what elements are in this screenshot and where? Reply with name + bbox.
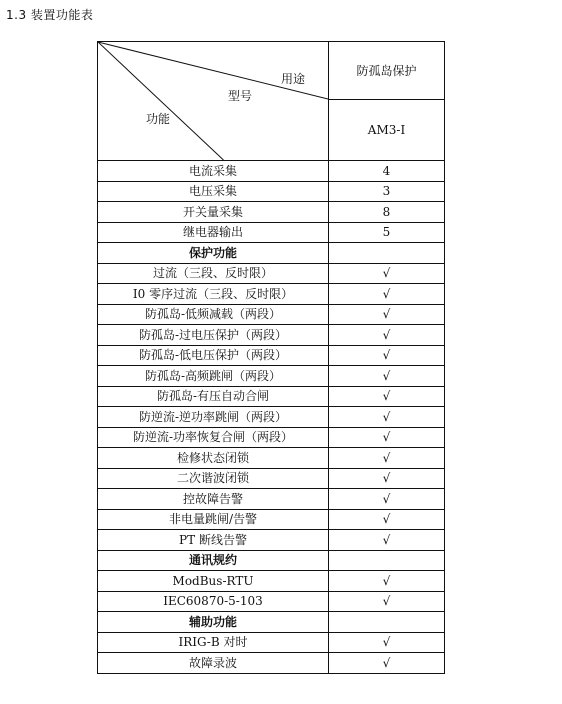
function-label-cell: 故障录波 [98, 653, 329, 674]
function-label-cell: PT 断线告警 [98, 530, 329, 551]
section-title-cell: 辅助功能 [98, 612, 329, 633]
support-value-cell: √ [329, 591, 445, 612]
table-row [98, 263, 445, 284]
table-row [98, 489, 445, 510]
function-label-cell: 防逆流-功率恢复合闸（两段） [98, 427, 329, 448]
table-row [98, 366, 445, 387]
table-row [98, 284, 445, 305]
function-label-cell: 过流（三段、反时限） [98, 263, 329, 284]
function-label-cell: I0 零序过流（三段、反时限） [98, 284, 329, 305]
support-value-cell: √ [329, 284, 445, 305]
function-label-cell: 防孤岛-有压自动合闸 [98, 386, 329, 407]
function-label-cell: 检修状态闭锁 [98, 448, 329, 469]
table-row [98, 386, 445, 407]
function-label-cell: IEC60870-5-103 [98, 591, 329, 612]
table-row [98, 181, 445, 202]
support-value-cell: 4 [329, 161, 445, 182]
table-row [98, 407, 445, 428]
support-value-cell [329, 550, 445, 571]
support-value-cell: 3 [329, 181, 445, 202]
support-value-cell [329, 243, 445, 264]
function-label-cell: 开关量采集 [98, 202, 329, 223]
table-row [98, 571, 445, 592]
function-label-cell: 防逆流-逆功率跳闸（两段） [98, 407, 329, 428]
support-value-cell: √ [329, 509, 445, 530]
section-title-cell: 保护功能 [98, 243, 329, 264]
function-label-cell: 电流采集 [98, 161, 329, 182]
table-row [98, 202, 445, 223]
support-value-cell: √ [329, 386, 445, 407]
support-value-cell: 8 [329, 202, 445, 223]
support-value-cell: √ [329, 427, 445, 448]
support-value-cell: √ [329, 468, 445, 489]
function-label-cell: ModBus-RTU [98, 571, 329, 592]
table-row [98, 530, 445, 551]
support-value-cell: √ [329, 653, 445, 674]
table-row [98, 427, 445, 448]
corner-label-function: 功能 [146, 112, 171, 126]
section-row [98, 612, 445, 633]
section-heading: 1.3 装置功能表 [6, 8, 94, 22]
function-label-cell: 非电量跳闸/告警 [98, 509, 329, 530]
table-row [98, 222, 445, 243]
function-table [97, 41, 445, 674]
table-row [98, 325, 445, 346]
function-label-cell: 二次谐波闭锁 [98, 468, 329, 489]
support-value-cell: √ [329, 571, 445, 592]
diagonal-header-cell [98, 42, 329, 161]
support-value-cell: √ [329, 304, 445, 325]
support-value-cell: √ [329, 448, 445, 469]
function-label-cell: 防孤岛-低电压保护（两段） [98, 345, 329, 366]
support-value-cell: √ [329, 530, 445, 551]
section-row [98, 550, 445, 571]
support-value-cell: √ [329, 407, 445, 428]
table-row [98, 591, 445, 612]
function-label-cell: IRIG-B 对时 [98, 632, 329, 653]
header-row [98, 42, 445, 100]
diagonal-lines [98, 42, 328, 160]
function-label-cell: 电压采集 [98, 181, 329, 202]
support-value-cell: √ [329, 345, 445, 366]
function-label-cell: 防孤岛-过电压保护（两段） [98, 325, 329, 346]
support-value-cell: √ [329, 263, 445, 284]
table-row [98, 345, 445, 366]
function-label-cell: 防孤岛-低频减载（两段） [98, 304, 329, 325]
table-row [98, 653, 445, 674]
support-value-cell: √ [329, 632, 445, 653]
section-row [98, 243, 445, 264]
table-row [98, 161, 445, 182]
corner-label-purpose: 用途 [281, 72, 306, 86]
support-value-cell: √ [329, 325, 445, 346]
support-value-cell: √ [329, 366, 445, 387]
product-name-cell: 防孤岛保护 [329, 42, 445, 100]
model-cell: AM3-I [329, 100, 445, 161]
support-value-cell: √ [329, 489, 445, 510]
function-label-cell: 控故障告警 [98, 489, 329, 510]
function-label-cell: 继电器输出 [98, 222, 329, 243]
table-row [98, 509, 445, 530]
table-row [98, 468, 445, 489]
support-value-cell [329, 612, 445, 633]
corner-label-model: 型号 [228, 89, 253, 103]
table-row [98, 304, 445, 325]
table-row [98, 632, 445, 653]
table-row [98, 448, 445, 469]
section-title-cell: 通讯规约 [98, 550, 329, 571]
support-value-cell: 5 [329, 222, 445, 243]
function-label-cell: 防孤岛-高频跳闸（两段） [98, 366, 329, 387]
